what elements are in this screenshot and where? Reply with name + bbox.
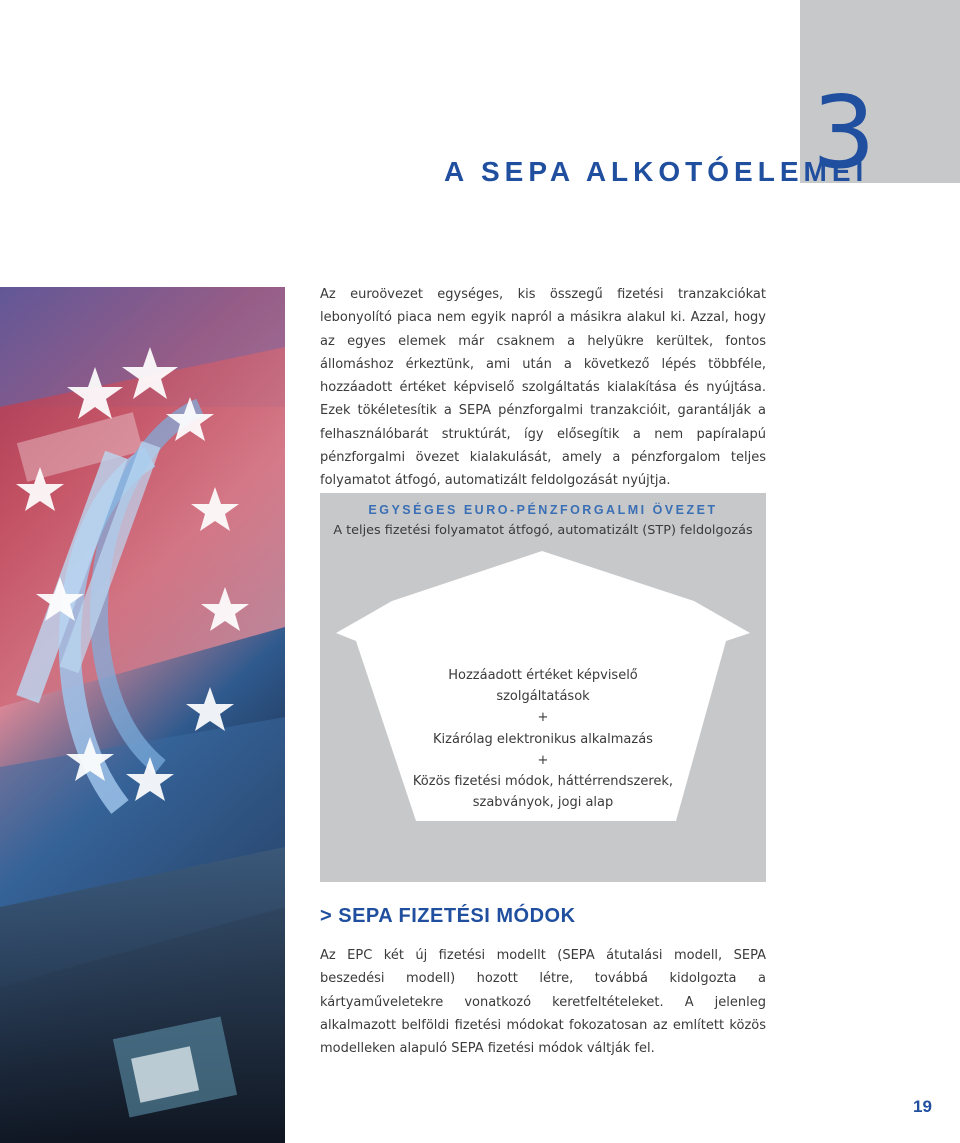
diagram-line: szolgáltatások (496, 689, 590, 705)
diagram-heading: EGYSÉGES EURO-PÉNZFORGALMI ÖVEZET (368, 503, 718, 517)
diagram-line: Hozzáadott értéket képviselő (448, 668, 638, 683)
diagram-plus: + (537, 710, 549, 726)
intro-paragraph: Az euroövezet egységes, kis összegű fizetési tranzakciókat lebonyolító piaca nem egyik napról a másikra alakul ki. Azzal, hogy az egyes elemek már csaknem a helyükre kerültek, fontos állomáshoz érkeztünk, ami után a következő lépés többféle, hozzáadott értéket képviselő szolgáltatás kialakítása és nyújtása. Ezek tökéletesítik a SEPA pénzforgalmi tranzakcióit, garantálják a felhasználóbarát struktúrát, így elősegítik a nem papíralapú pénzforgalmi övezet kialakulását, amely a pénzforgalom teljes folyamatot átfogó, automatizált feldolgozását nyújtja. (320, 287, 766, 489)
chapter-number: 3 (812, 74, 872, 191)
diagram-subheading: A teljes fizetési folyamatot átfogó, automatizált (STP) feldolgozás (333, 523, 753, 538)
page-title: A SEPA ALKOTÓELEMEI (444, 156, 869, 187)
euro-collage-image (0, 287, 285, 1143)
diagram-line: szabványok, jogi alap (472, 795, 614, 811)
section-paragraph: Az EPC két új fizetési modellt (SEPA átutalási modell, SEPA beszedési modell) hozott létre, továbbá kidolgozta a kártyaműveletekre vonatkozó keretfeltételeket. A jelenleg alkalmazott belföldi fizetési módokat fokozatosan az említett közös modelleken alapuló SEPA fizetési módok váltják fel. (320, 948, 766, 1057)
diagram-line: Közös fizetési módok, háttérrendszerek, (412, 774, 674, 790)
section-heading: > SEPA FIZETÉSI MÓDOK (320, 905, 576, 927)
sepa-diagram-panel (320, 493, 766, 882)
euro-collage-photo (0, 287, 285, 1143)
page-number: 19 (913, 1097, 932, 1116)
diagram-line: Kizárólag elektronikus alkalmazás (433, 731, 653, 747)
diagram-content (320, 665, 766, 813)
diagram-plus: + (537, 752, 549, 768)
